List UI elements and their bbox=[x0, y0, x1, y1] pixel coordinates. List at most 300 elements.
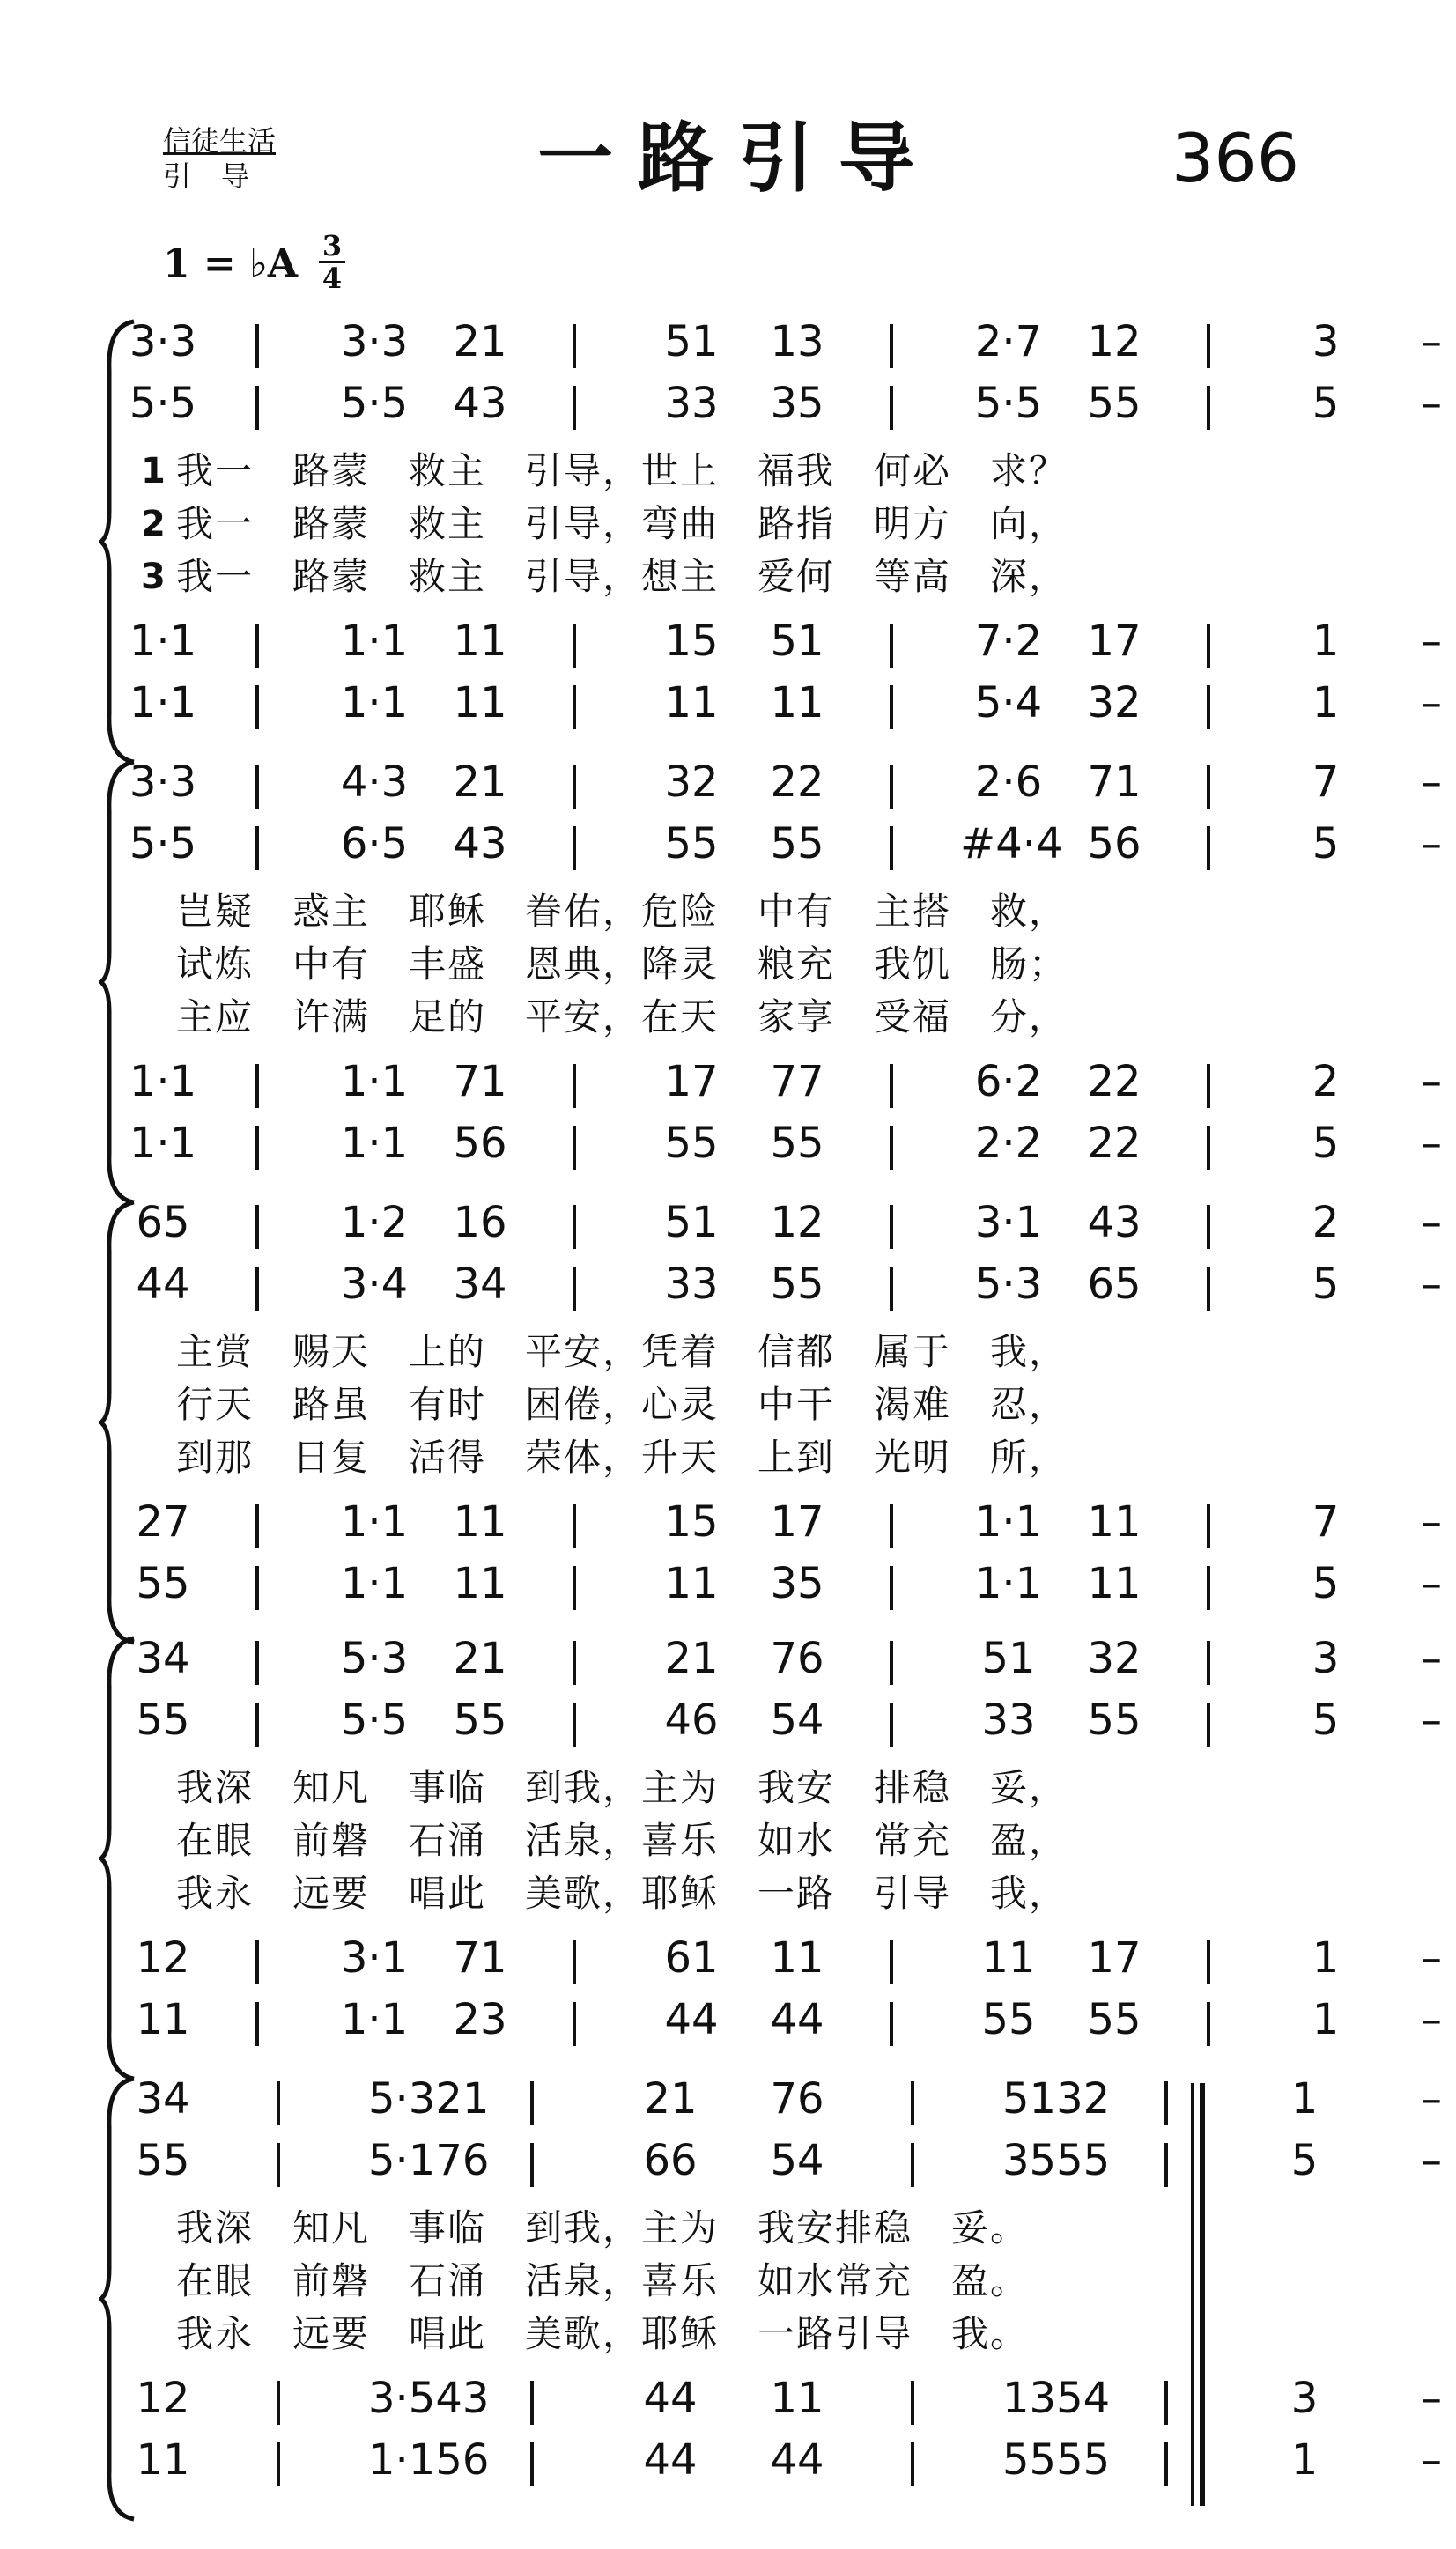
lyric-line: 我深 知凡 事临 到我，主为 我安排稳 妥。 bbox=[176, 2206, 1030, 2250]
lyric-line: 我一 路蒙 救主 引导，世上 福我 何必 求？ bbox=[176, 449, 1068, 492]
voice-line bbox=[0, 1198, 1456, 1261]
note-group: 1 bbox=[1312, 1995, 1340, 2044]
note-group: 1 bbox=[1312, 678, 1340, 728]
note-group: 5555 bbox=[1002, 2435, 1111, 2485]
bar-line bbox=[1207, 1205, 1210, 1249]
bar-line bbox=[1164, 2442, 1168, 2486]
bar-line bbox=[255, 1641, 259, 1685]
note-group: 11 bbox=[453, 617, 507, 666]
note-group: 35 bbox=[770, 1559, 824, 1608]
note-group: 56 bbox=[1087, 819, 1142, 868]
bar-line bbox=[573, 324, 576, 368]
bar-line bbox=[573, 826, 576, 870]
time-signature bbox=[319, 231, 345, 293]
note-group: – bbox=[1421, 1696, 1442, 1745]
bar-line bbox=[530, 2381, 534, 2425]
note-group: 21 bbox=[453, 757, 507, 807]
bar-line bbox=[1207, 324, 1210, 368]
note-group: – bbox=[1421, 2374, 1442, 2423]
note-group: 1·1 bbox=[340, 617, 409, 666]
note-group: 12 bbox=[1087, 317, 1142, 366]
bar-line bbox=[890, 1064, 893, 1108]
note-group: 1·2 bbox=[340, 1198, 409, 1247]
voice-line bbox=[0, 1995, 1456, 2058]
note-group: 33 bbox=[664, 1260, 719, 1309]
bar-line bbox=[277, 2081, 280, 2125]
bar-line bbox=[1207, 826, 1210, 870]
note-group: 55 bbox=[136, 1559, 190, 1608]
lyric-line: 主赏 赐天 上的 平安，凭着 信都 属于 我， bbox=[176, 1330, 1068, 1373]
voice-line bbox=[0, 819, 1456, 883]
note-group: – bbox=[1421, 757, 1442, 807]
note-group: 71 bbox=[453, 1933, 507, 1983]
note-group: 51 bbox=[981, 1634, 1036, 1683]
bar-line bbox=[1207, 1641, 1210, 1685]
note-group: 1·156 bbox=[368, 2435, 490, 2485]
bar-line bbox=[1207, 1267, 1210, 1311]
note-group: – bbox=[1421, 1260, 1442, 1309]
bar-line bbox=[1164, 2143, 1168, 2187]
note-group: 1 bbox=[1290, 2074, 1319, 2124]
note-group: 15 bbox=[664, 617, 719, 666]
note-group: 11 bbox=[981, 1933, 1036, 1983]
note-group: 11 bbox=[136, 2435, 190, 2485]
note-group: 3·1 bbox=[340, 1933, 409, 1983]
bar-line bbox=[255, 1504, 259, 1548]
note-group: 15 bbox=[664, 1497, 719, 1547]
note-group: 1 bbox=[1312, 1933, 1340, 1983]
note-group: 27 bbox=[136, 1497, 190, 1547]
bar-line bbox=[255, 2002, 259, 2046]
key-signature: 1 = ♭A bbox=[163, 241, 299, 286]
voice-line bbox=[0, 1057, 1456, 1120]
lyric-line: 岂疑 惑主 耶稣 眷佑，危险 中有 主搭 救， bbox=[176, 890, 1068, 933]
note-group: 44 bbox=[770, 2435, 824, 2485]
note-group: 3·543 bbox=[368, 2374, 490, 2423]
note-group: 5 bbox=[1312, 1260, 1340, 1309]
note-group: 55 bbox=[1087, 379, 1142, 428]
voice-line bbox=[0, 2435, 1456, 2499]
note-group: 7 bbox=[1312, 757, 1340, 807]
bar-line bbox=[573, 685, 576, 729]
bar-line bbox=[530, 2442, 534, 2486]
note-group: 3·3 bbox=[129, 757, 197, 807]
note-group: 1·1 bbox=[129, 617, 197, 666]
bar-line bbox=[255, 624, 259, 668]
bar-line bbox=[890, 1566, 893, 1610]
bar-line bbox=[1207, 1504, 1210, 1548]
score-system bbox=[0, 757, 1456, 1215]
bar-line bbox=[530, 2081, 534, 2125]
note-group: 34 bbox=[136, 1634, 190, 1683]
subcategory-label: 引导 bbox=[163, 159, 280, 193]
note-group: 1·1 bbox=[129, 1119, 197, 1168]
note-group: 3 bbox=[1290, 2374, 1319, 2423]
note-group: 55 bbox=[136, 1696, 190, 1745]
bar-line bbox=[573, 1703, 576, 1747]
note-group: 3555 bbox=[1002, 2136, 1111, 2185]
note-group: – bbox=[1421, 819, 1442, 868]
note-group: 44 bbox=[643, 2435, 698, 2485]
bar-line bbox=[573, 1566, 576, 1610]
bar-line bbox=[890, 1641, 893, 1685]
bar-line bbox=[890, 1940, 893, 1984]
note-group: 6·5 bbox=[340, 819, 409, 868]
note-group: 1·1 bbox=[974, 1497, 1043, 1547]
bar-line bbox=[1164, 2081, 1168, 2125]
note-group: 54 bbox=[770, 1696, 824, 1745]
bar-line bbox=[573, 1064, 576, 1108]
bar-line bbox=[1207, 685, 1210, 729]
note-group: 1·1 bbox=[129, 1057, 197, 1106]
lyric-line: 我一 路蒙 救主 引导，想主 爱何 等高 深， bbox=[176, 555, 1068, 598]
note-group: 5 bbox=[1312, 1119, 1340, 1168]
note-group: 22 bbox=[770, 757, 824, 807]
note-group: 3 bbox=[1312, 1634, 1340, 1683]
voice-line bbox=[0, 1119, 1456, 1182]
bar-line bbox=[1164, 2381, 1168, 2425]
note-group: 5132 bbox=[1002, 2074, 1111, 2124]
note-group: 33 bbox=[981, 1696, 1036, 1745]
bar-line bbox=[573, 1940, 576, 1984]
note-group: 11 bbox=[770, 1933, 824, 1983]
note-group: 55 bbox=[981, 1995, 1036, 2044]
note-group: 32 bbox=[1087, 678, 1142, 728]
note-group: 5·321 bbox=[368, 2074, 490, 2124]
note-group: – bbox=[1421, 1634, 1442, 1683]
bar-line bbox=[255, 1703, 259, 1747]
category-label: 信徒生活 bbox=[163, 124, 277, 158]
final-barline-thin bbox=[1191, 2083, 1194, 2506]
note-group: 55 bbox=[770, 1260, 824, 1309]
verse-number: 1 bbox=[141, 451, 166, 491]
note-group: 5 bbox=[1312, 819, 1340, 868]
bar-line bbox=[890, 1205, 893, 1249]
note-group: 1·1 bbox=[340, 1119, 409, 1168]
note-group: 17 bbox=[664, 1057, 719, 1106]
note-group: 12 bbox=[136, 2374, 190, 2423]
note-group: 5·5 bbox=[340, 379, 409, 428]
note-group: 13 bbox=[770, 317, 824, 366]
note-group: 7 bbox=[1312, 1497, 1340, 1547]
verse-number: 3 bbox=[141, 557, 166, 597]
note-group: 32 bbox=[664, 757, 719, 807]
note-group: 1·1 bbox=[340, 1559, 409, 1608]
bar-line bbox=[890, 386, 893, 430]
bar-line bbox=[890, 1703, 893, 1747]
score-system bbox=[0, 1198, 1456, 1656]
voice-line bbox=[0, 678, 1456, 742]
note-group: 55 bbox=[136, 2136, 190, 2185]
note-group: 35 bbox=[770, 379, 824, 428]
note-group: 34 bbox=[453, 1260, 507, 1309]
lyric-line: 在眼 前磐 石涌 活泉，喜乐 如水 常充 盈， bbox=[176, 1819, 1068, 1862]
note-group: 55 bbox=[664, 1119, 719, 1168]
note-group: 55 bbox=[453, 1696, 507, 1745]
note-group: 22 bbox=[1087, 1057, 1142, 1106]
note-group: – bbox=[1421, 2074, 1442, 2124]
lyric-line: 我一 路蒙 救主 引导，弯曲 路指 明方 向， bbox=[176, 502, 1068, 545]
note-group: – bbox=[1421, 678, 1442, 728]
note-group: 12 bbox=[136, 1933, 190, 1983]
note-group: 3·3 bbox=[340, 317, 409, 366]
note-group: 1 bbox=[1312, 617, 1340, 666]
note-group: 1·1 bbox=[340, 1497, 409, 1547]
bar-line bbox=[573, 1641, 576, 1685]
voice-line bbox=[0, 317, 1456, 381]
bar-line bbox=[255, 1566, 259, 1610]
note-group: 51 bbox=[664, 317, 719, 366]
meter-top: 3 bbox=[319, 231, 345, 263]
note-group: 11 bbox=[453, 1497, 507, 1547]
note-group: 1·1 bbox=[974, 1559, 1043, 1608]
note-group: – bbox=[1421, 1057, 1442, 1106]
bar-line bbox=[255, 685, 259, 729]
voice-line bbox=[0, 2374, 1456, 2437]
note-group: 21 bbox=[453, 317, 507, 366]
bar-line bbox=[573, 386, 576, 430]
note-group: 5 bbox=[1290, 2136, 1319, 2185]
bar-line bbox=[890, 1126, 893, 1170]
note-group: 44 bbox=[770, 1995, 824, 2044]
bar-line bbox=[1207, 1703, 1210, 1747]
note-group: 65 bbox=[136, 1198, 190, 1247]
bar-line bbox=[911, 2442, 914, 2486]
voice-line bbox=[0, 379, 1456, 442]
note-group: 3 bbox=[1312, 317, 1340, 366]
note-group: 23 bbox=[453, 1995, 507, 2044]
note-group: 55 bbox=[770, 1119, 824, 1168]
note-group: 6·2 bbox=[974, 1057, 1043, 1106]
note-group: 1 bbox=[1290, 2435, 1319, 2485]
note-group: 5 bbox=[1312, 1559, 1340, 1608]
bar-line bbox=[573, 624, 576, 668]
bar-line bbox=[890, 624, 893, 668]
note-group: 44 bbox=[664, 1995, 719, 2044]
bar-line bbox=[277, 2442, 280, 2486]
bar-line bbox=[1207, 765, 1210, 809]
note-group: 22 bbox=[1087, 1119, 1142, 1168]
note-group: 1·1 bbox=[340, 1995, 409, 2044]
lyric-line: 主应 许满 足的 平安，在天 家享 受福 分， bbox=[176, 995, 1068, 1038]
note-group: 12 bbox=[770, 1198, 824, 1247]
note-group: 55 bbox=[1087, 1995, 1142, 2044]
note-group: 55 bbox=[770, 819, 824, 868]
note-group: 66 bbox=[643, 2136, 698, 2185]
bar-line bbox=[255, 1940, 259, 1984]
note-group: 61 bbox=[664, 1933, 719, 1983]
note-group: 17 bbox=[1087, 1933, 1142, 1983]
note-group: – bbox=[1421, 1559, 1442, 1608]
note-group: – bbox=[1421, 1198, 1442, 1247]
note-group: 43 bbox=[453, 379, 507, 428]
lyric-line: 我永 远要 唱此 美歌，耶稣 一路引导 我。 bbox=[176, 2312, 1030, 2355]
note-group: 11 bbox=[1087, 1559, 1142, 1608]
final-barline-thick bbox=[1200, 2083, 1205, 2506]
note-group: 2 bbox=[1312, 1057, 1340, 1106]
note-group: 55 bbox=[1087, 1696, 1142, 1745]
note-group: 44 bbox=[643, 2374, 698, 2423]
note-group: #4·4 bbox=[960, 819, 1063, 868]
note-group: 11 bbox=[453, 678, 507, 728]
note-group: 76 bbox=[770, 1634, 824, 1683]
bar-line bbox=[1207, 1566, 1210, 1610]
note-group: 5 bbox=[1312, 1696, 1340, 1745]
note-group: 65 bbox=[1087, 1260, 1142, 1309]
bar-line bbox=[890, 324, 893, 368]
note-group: 55 bbox=[664, 819, 719, 868]
note-group: 1·1 bbox=[340, 1057, 409, 1106]
lyric-line: 行天 路虽 有时 困倦，心灵 中干 渴难 忍， bbox=[176, 1383, 1068, 1426]
verse-number: 2 bbox=[141, 504, 166, 544]
note-group: – bbox=[1421, 1497, 1442, 1547]
note-group: 11 bbox=[1087, 1497, 1142, 1547]
bar-line bbox=[255, 1205, 259, 1249]
lyric-line: 我深 知凡 事临 到我，主为 我安 排稳 妥， bbox=[176, 1766, 1068, 1809]
note-group: 3·1 bbox=[974, 1198, 1043, 1247]
note-group: 2·2 bbox=[974, 1119, 1043, 1168]
note-group: 46 bbox=[664, 1696, 719, 1745]
bar-line bbox=[573, 765, 576, 809]
bar-line bbox=[255, 1267, 259, 1311]
voice-line bbox=[0, 1696, 1456, 1759]
bar-line bbox=[530, 2143, 534, 2187]
bar-line bbox=[890, 765, 893, 809]
bar-line bbox=[1207, 1940, 1210, 1984]
note-group: 11 bbox=[770, 2374, 824, 2423]
note-group: – bbox=[1421, 379, 1442, 428]
bar-line bbox=[255, 765, 259, 809]
bar-line bbox=[890, 685, 893, 729]
hymn-title: 一路引导 bbox=[537, 115, 939, 203]
bar-line bbox=[255, 826, 259, 870]
note-group: 2·6 bbox=[974, 757, 1043, 807]
bar-line bbox=[1207, 386, 1210, 430]
note-group: – bbox=[1421, 1119, 1442, 1168]
note-group: 76 bbox=[770, 2074, 824, 2124]
note-group: – bbox=[1421, 2435, 1442, 2485]
note-group: 32 bbox=[1087, 1634, 1142, 1683]
note-group: 5·5 bbox=[974, 379, 1043, 428]
bar-line bbox=[890, 2002, 893, 2046]
note-group: 3·3 bbox=[129, 317, 197, 366]
note-group: 71 bbox=[1087, 757, 1142, 807]
voice-line bbox=[0, 1634, 1456, 1697]
bar-line bbox=[573, 1267, 576, 1311]
bar-line bbox=[255, 1126, 259, 1170]
note-group: – bbox=[1421, 317, 1442, 366]
note-group: 51 bbox=[770, 617, 824, 666]
note-group: 16 bbox=[453, 1198, 507, 1247]
note-group: 2 bbox=[1312, 1198, 1340, 1247]
note-group: 71 bbox=[453, 1057, 507, 1106]
note-group: 51 bbox=[664, 1198, 719, 1247]
bar-line bbox=[911, 2143, 914, 2187]
note-group: – bbox=[1421, 2136, 1442, 2185]
voice-line bbox=[0, 2074, 1456, 2138]
hymn-number: 366 bbox=[1171, 119, 1300, 197]
note-group: 5·3 bbox=[340, 1634, 409, 1683]
voice-line bbox=[0, 2136, 1456, 2199]
note-group: 11 bbox=[664, 1559, 719, 1608]
note-group: 17 bbox=[770, 1497, 824, 1547]
note-group: 11 bbox=[136, 1995, 190, 2044]
bar-line bbox=[890, 826, 893, 870]
bar-line bbox=[573, 1205, 576, 1249]
score-system bbox=[0, 1634, 1456, 2092]
note-group: – bbox=[1421, 1933, 1442, 1983]
bar-line bbox=[911, 2081, 914, 2125]
note-group: 34 bbox=[136, 2074, 190, 2124]
bar-line bbox=[1207, 1126, 1210, 1170]
score-system bbox=[0, 317, 1456, 775]
voice-line bbox=[0, 757, 1456, 821]
note-group: 43 bbox=[453, 819, 507, 868]
note-group: 11 bbox=[664, 678, 719, 728]
bar-line bbox=[255, 324, 259, 368]
note-group: 1·1 bbox=[340, 678, 409, 728]
bar-line bbox=[255, 1064, 259, 1108]
note-group: 5 bbox=[1312, 379, 1340, 428]
note-group: 5·5 bbox=[340, 1696, 409, 1745]
note-group: 4·3 bbox=[340, 757, 409, 807]
note-group: 11 bbox=[453, 1559, 507, 1608]
note-group: 11 bbox=[770, 678, 824, 728]
note-group: – bbox=[1421, 1995, 1442, 2044]
note-group: 5·5 bbox=[129, 819, 197, 868]
score-system bbox=[0, 2074, 1456, 2532]
bar-line bbox=[573, 2002, 576, 2046]
bar-line bbox=[277, 2381, 280, 2425]
bar-line bbox=[1207, 1064, 1210, 1108]
bar-line bbox=[890, 1504, 893, 1548]
note-group: 43 bbox=[1087, 1198, 1142, 1247]
note-group: 1·1 bbox=[129, 678, 197, 728]
note-group: 5·176 bbox=[368, 2136, 490, 2185]
note-group: 21 bbox=[664, 1634, 719, 1683]
voice-line bbox=[0, 1559, 1456, 1622]
voice-line bbox=[0, 1260, 1456, 1323]
bar-line bbox=[911, 2381, 914, 2425]
note-group: 54 bbox=[770, 2136, 824, 2185]
note-group: 33 bbox=[664, 379, 719, 428]
note-group: 5·5 bbox=[129, 379, 197, 428]
note-group: 77 bbox=[770, 1057, 824, 1106]
note-group: 3·4 bbox=[340, 1260, 409, 1309]
bar-line bbox=[255, 386, 259, 430]
note-group: 56 bbox=[453, 1119, 507, 1168]
note-group: 7·2 bbox=[974, 617, 1043, 666]
note-group: 2·7 bbox=[974, 317, 1043, 366]
voice-line bbox=[0, 1933, 1456, 1997]
note-group: 5·3 bbox=[974, 1260, 1043, 1309]
note-group: 5·4 bbox=[974, 678, 1043, 728]
note-group: 44 bbox=[136, 1260, 190, 1309]
note-group: 17 bbox=[1087, 617, 1142, 666]
bar-line bbox=[277, 2143, 280, 2187]
bar-line bbox=[1207, 2002, 1210, 2046]
bar-line bbox=[573, 1504, 576, 1548]
note-group: – bbox=[1421, 617, 1442, 666]
lyric-line: 在眼 前磐 石涌 活泉，喜乐 如水常充 盈。 bbox=[176, 2259, 1030, 2302]
bar-line bbox=[573, 1126, 576, 1170]
bar-line bbox=[1207, 624, 1210, 668]
voice-line bbox=[0, 617, 1456, 680]
note-group: 21 bbox=[643, 2074, 698, 2124]
voice-line bbox=[0, 1497, 1456, 1561]
lyric-line: 我永 远要 唱此 美歌，耶稣 一路 引导 我， bbox=[176, 1872, 1068, 1915]
meter-bottom: 4 bbox=[322, 262, 343, 295]
